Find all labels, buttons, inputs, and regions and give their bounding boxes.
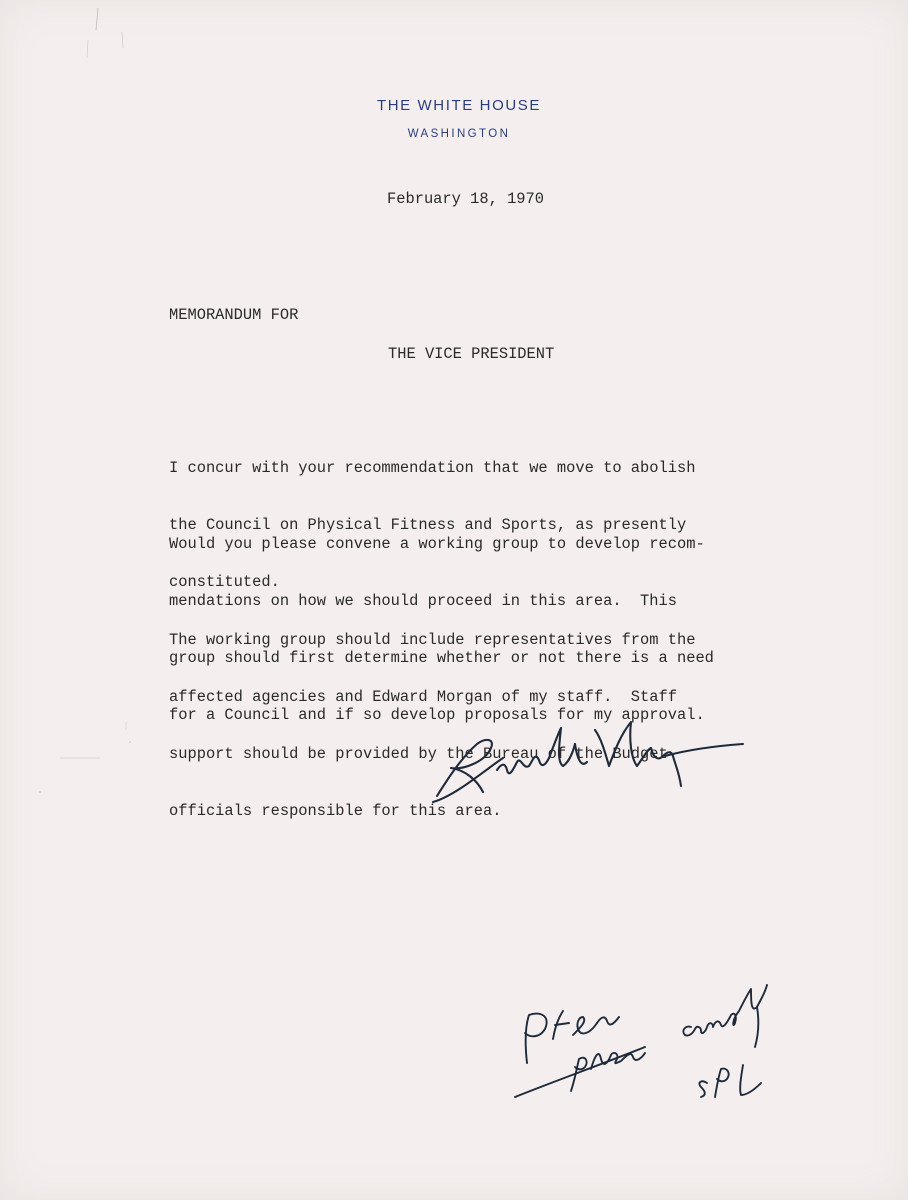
body-line: The working group should include representatives from the (169, 631, 696, 649)
body-line: group should first determine whether or not there is a need (169, 649, 714, 667)
letterhead-title: THE WHITE HOUSE (376, 97, 541, 114)
body-line: for a Council and if so develop proposals for my approval. (169, 706, 705, 724)
letter-date: February 18, 1970 (387, 190, 545, 208)
body-line: constituted. (169, 573, 280, 591)
handwritten-annotation (495, 955, 795, 1140)
body-line: Would you please convene a working group to develop recom- (169, 535, 705, 553)
body-line: mendations on how we should proceed in this area. This (169, 592, 677, 610)
letterhead-subtitle: WASHINGTON (407, 128, 511, 140)
memo-heading: MEMORANDUM FOR (169, 306, 299, 324)
body-line: support should be provided by the Bureau of the Budget (169, 745, 668, 763)
memo-addressee: THE VICE PRESIDENT (388, 345, 555, 363)
handwritten-signature (425, 700, 755, 820)
body-line: the Council on Physical Fitness and Sports, as presently (169, 516, 687, 534)
body-line: I concur with your recommendation that we move to abolish (169, 459, 696, 477)
body-line: officials responsible for this area. (169, 802, 502, 820)
body-line: affected agencies and Edward Morgan of my staff. Staff (169, 688, 677, 706)
